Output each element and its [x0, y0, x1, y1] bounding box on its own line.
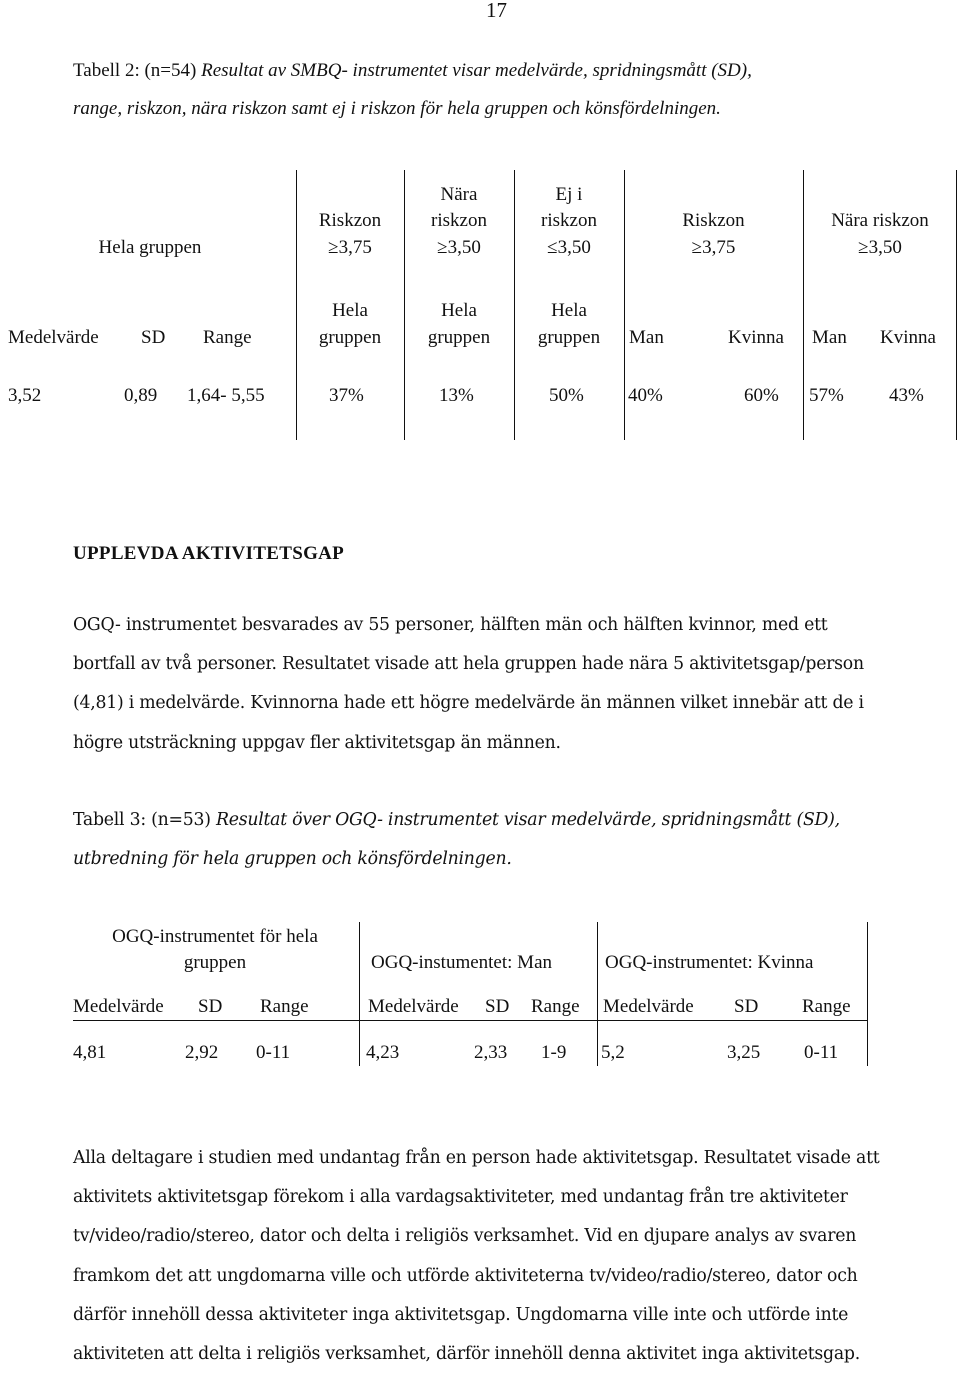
- t3-sub-medelvarde: Medelvärde: [603, 996, 694, 1017]
- table2-caption-line-1: Resultat av SMBQ- instrumentet visar medelvärde, spridningsmått (SD),: [201, 60, 752, 81]
- t3-sub-sd: SD: [734, 996, 759, 1017]
- paragraph-2-line: Alla deltagare i studien med undantag från en person hade aktivitetsgap. Resultatet visade att: [73, 1148, 880, 1168]
- t2-sub-kvinna: Kvinna: [880, 327, 936, 348]
- table3-caption-lead: Tabell 3: (n=53): [73, 810, 216, 830]
- table2-caption-line-2: range, riskzon, nära riskzon samt ej i riskzon för hela gruppen och könsfördelningen.: [73, 98, 721, 119]
- t3-val-man-medelvarde: 4,23: [366, 1042, 400, 1063]
- t2-head-nara-riskzon: Nära riskzon ≥3,50: [431, 184, 487, 258]
- t3-sub-sd: SD: [485, 996, 510, 1017]
- section-heading: UPPLEVDA AKTIVITETSGAP: [73, 543, 345, 564]
- paragraph-1-line: (4,81) i medelvärde. Kvinnorna hade ett högre medelvärde än männen vilket innebär att de i: [73, 693, 864, 714]
- t2-sub-sd: SD: [141, 327, 166, 348]
- table3-caption-line-1: Resultat över OGQ- instrumentet visar medelvärde, spridningsmått (SD),: [215, 810, 840, 830]
- table3-caption: [73, 801, 933, 879]
- t2-val-ej-i-riskzon: 50%: [549, 385, 584, 406]
- t2-sub-hela-gruppen: Hela gruppen: [318, 300, 382, 348]
- t3-head-man: OGQ-instumentet: Man: [371, 952, 553, 973]
- t2-val-riskzon-kvinna: 60%: [744, 385, 779, 406]
- t2-val-nara-riskzon: 13%: [439, 385, 474, 406]
- t2-sub-medelvarde: Medelvärde: [8, 327, 99, 348]
- table2-divider: [404, 170, 405, 440]
- t3-sub-range: Range: [802, 996, 851, 1017]
- paragraph-2-line: framkom det att ungdomarna ville och utförde aktiviteterna tv/video/radio/stereo, dator och: [73, 1265, 858, 1286]
- t3-val-kvinna-sd: 3,25: [727, 1042, 761, 1063]
- t2-sub-kvinna: Kvinna: [728, 327, 784, 348]
- paragraph-2-line: aktiviteten att delta i religiös verksamhet, därför innehöll denna aktivitet inga aktivitetsgap.: [73, 1344, 860, 1365]
- table3-divider: [867, 922, 868, 1066]
- t3-sub-medelvarde: Medelvärde: [368, 996, 459, 1017]
- t3-head-kvinna: OGQ-instrumentet: Kvinna: [605, 952, 814, 973]
- t3-sub-medelvarde: Medelvärde: [73, 996, 164, 1017]
- paragraph-2-line: aktivitets aktivitetsgap förekom i alla vardagsaktiviteter, med undantag från tre aktiviteter: [73, 1187, 848, 1208]
- table3-caption-line-2: utbredning för hela gruppen och könsfördelningen.: [73, 849, 512, 870]
- table2-caption: [73, 52, 933, 128]
- t2-head-ej-i-riskzon: Ej i riskzon ≤3,50: [541, 184, 597, 258]
- t3-val-kvinna-range: 0-11: [804, 1042, 839, 1063]
- t2-val-riskzon: 37%: [329, 385, 364, 406]
- t3-val-man-sd: 2,33: [474, 1042, 508, 1063]
- paragraph-1-line: OGQ- instrumentet besvarades av 55 personer, hälften män och hälften kvinnor, med ett: [73, 615, 828, 635]
- page-number: 17: [486, 0, 507, 22]
- t2-val-range: 1,64- 5,55: [187, 385, 265, 406]
- t3-val-man-range: 1-9: [541, 1042, 567, 1063]
- table2-divider: [624, 170, 625, 440]
- paragraph-2-line: tv/video/radio/stereo, dator och delta i religiös verksamhet. Vid en djupare analys av svaren: [73, 1226, 857, 1247]
- paragraph-1-line: bortfall av två personer. Resultatet visade att hela gruppen hade nära 5 aktivitetsgap/person: [73, 654, 864, 675]
- t2-head-nara-riskzon-gender: Nära riskzon ≥3,50: [831, 210, 929, 258]
- t2-sub-man: Man: [629, 327, 664, 348]
- t2-sub-hela-gruppen: Hela gruppen: [427, 300, 491, 348]
- t2-val-riskzon-man: 40%: [628, 385, 663, 406]
- t2-sub-man: Man: [812, 327, 847, 348]
- t2-val-sd: 0,89: [124, 385, 158, 406]
- t3-sub-range: Range: [260, 996, 309, 1017]
- t3-val-kvinna-medelvarde: 5,2: [601, 1042, 625, 1063]
- t3-sub-range: Range: [531, 996, 580, 1017]
- t3-val-hela-range: 0-11: [256, 1042, 291, 1063]
- paragraph-1: [73, 606, 933, 763]
- t2-sub-hela-gruppen: Hela gruppen: [537, 300, 601, 348]
- t2-sub-range: Range: [203, 327, 252, 348]
- t3-val-hela-sd: 2,92: [185, 1042, 219, 1063]
- t2-head-riskzon-gender: Riskzon ≥3,75: [682, 210, 745, 258]
- t3-head-hela: OGQ-instrumentet för hela gruppen: [112, 926, 318, 973]
- table3-divider: [359, 922, 360, 1066]
- t2-head-riskzon: Riskzon ≥3,75: [318, 210, 382, 258]
- t2-head-hela-gruppen: Hela gruppen: [98, 237, 202, 258]
- table2-divider: [296, 170, 297, 440]
- t3-sub-sd: SD: [198, 996, 223, 1017]
- table2-divider: [956, 170, 957, 440]
- table3-divider: [597, 922, 598, 1066]
- t3-val-hela-medelvarde: 4,81: [73, 1042, 107, 1063]
- table2-caption-lead: Tabell 2: (n=54): [73, 60, 202, 81]
- table3-rule: [73, 1020, 868, 1021]
- table2-divider: [514, 170, 515, 440]
- t2-val-nara-kvinna: 43%: [889, 385, 924, 406]
- paragraph-1-line: högre utsträckning uppgav fler aktivitetsgap än männen.: [73, 732, 561, 753]
- t2-val-nara-man: 57%: [809, 385, 844, 406]
- table2-divider: [803, 170, 804, 440]
- paragraph-2: [73, 1139, 933, 1374]
- paragraph-2-line: därför innehöll dessa aktiviteter inga aktivitetsgap. Ungdomarna ville inte och utförde inte: [73, 1304, 849, 1325]
- t2-val-medelvarde: 3,52: [8, 385, 42, 406]
